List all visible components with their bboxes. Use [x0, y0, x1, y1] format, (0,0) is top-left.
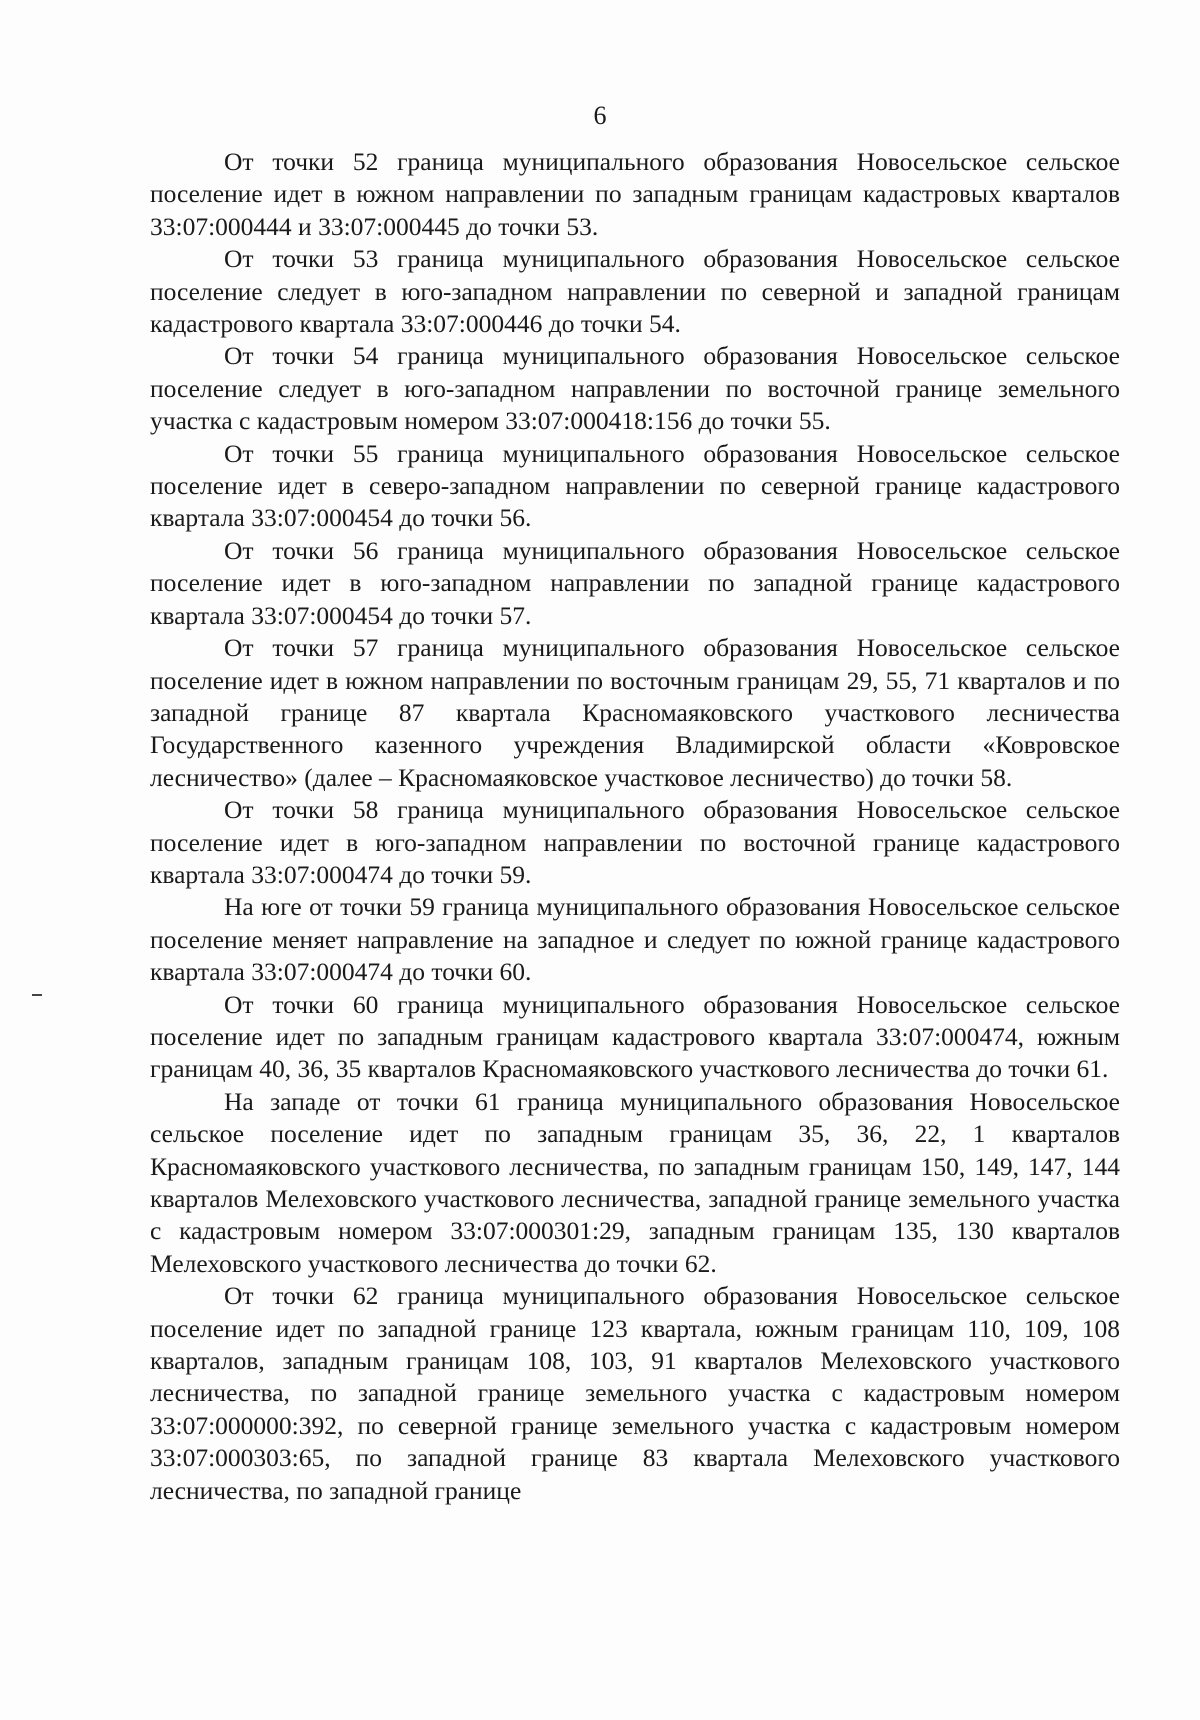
paragraph-point-58: От точки 58 граница муниципального образования Новосельское сельское поселение идет в юго-западном направлении по восточной границе кадастрового квартала 33:07:000474 до точки 59.: [150, 795, 1120, 889]
paragraph-point-55: От точки 55 граница муниципального образования Новосельское сельское поселение идет в северо-западном направлении по северной границе кадастрового квартала 33:07:000454 до точки 56.: [150, 438, 1120, 533]
document-body: [150, 146, 1120, 1507]
paragraph-point-56: От точки 56 граница муниципального образования Новосельское сельское поселение идет в юго-западном направлении по западной границе кадастрового квартала 33:07:000454 до точки 57.: [150, 535, 1120, 630]
page-number: 6: [593, 101, 607, 130]
paragraph-point-57: От точки 57 граница муниципального образования Новосельское сельское поселение идет в южном направлении по восточным границам 29, 55, 71 кварталов и по западной границе 87 квартала Красномаяковского участкового лесничества Государственного казенного учреждения Владимирской области «Ковровское лесничество» (далее – Красномаяковское участковое лесничество) до точки 58.: [150, 633, 1120, 792]
paragraph-point-53: От точки 53 граница муниципального образования Новосельское сельское поселение следует в юго-западном направлении по северной и западной границам кадастрового квартала 33:07:000446 до точки 54.: [150, 244, 1120, 339]
paragraph-point-54: От точки 54 граница муниципального образования Новосельское сельское поселение следует в юго-западном направлении по восточной границе земельного участка с кадастровым номером 33:07:000418:156 до точки 55.: [150, 341, 1120, 436]
scan-edge-mark: [32, 994, 42, 996]
paragraph-point-52: От точки 52 граница муниципального образования Новосельское сельское поселение идет в южном направлении по западным границам кадастровых кварталов 33:07:000444 и 33:07:000445 до точки 53.: [150, 147, 1120, 241]
paragraph-point-62: От точки 62 граница муниципального образования Новосельское сельское поселение идет по западной границе 123 квартала, южным границам 110, 109, 108 кварталов, западным границам 108, 103, 91 кварталов Мелеховского участкового лесничества, по западной границе земельного участка с кадастровым номером 33:07:000000:392, по северной границе земельного участка с кадастровым номером 33:07:000303:65, по западной границе 83 квартала Мелеховского участкового лесничества, по западной границе: [150, 1281, 1120, 1505]
paragraph-point-61: На западе от точки 61 граница муниципального образования Новосельское сельское поселение идет по западным границам 35, 36, 22, 1 кварталов Красномаяковского участкового лесничества, по западным границам 150, 149, 147, 144 кварталов Мелеховского участкового лесничества, западной границе земельного участка с кадастровым номером 33:07:000301:29, западным границам 135, 130 кварталов Мелеховского участкового лесничества до точки 62.: [150, 1086, 1120, 1278]
paragraph-point-60: От точки 60 граница муниципального образования Новосельское сельское поселение идет по западным границам кадастрового квартала 33:07:000474, южным границам 40, 36, 35 кварталов Красномаяковского участкового лесничества до точки 61.: [150, 989, 1120, 1084]
paragraph-point-59: На юге от точки 59 граница муниципального образования Новосельское сельское поселение меняет направление на западное и следует по южной границе кадастрового квартала 33:07:000474 до точки 60.: [150, 892, 1120, 987]
